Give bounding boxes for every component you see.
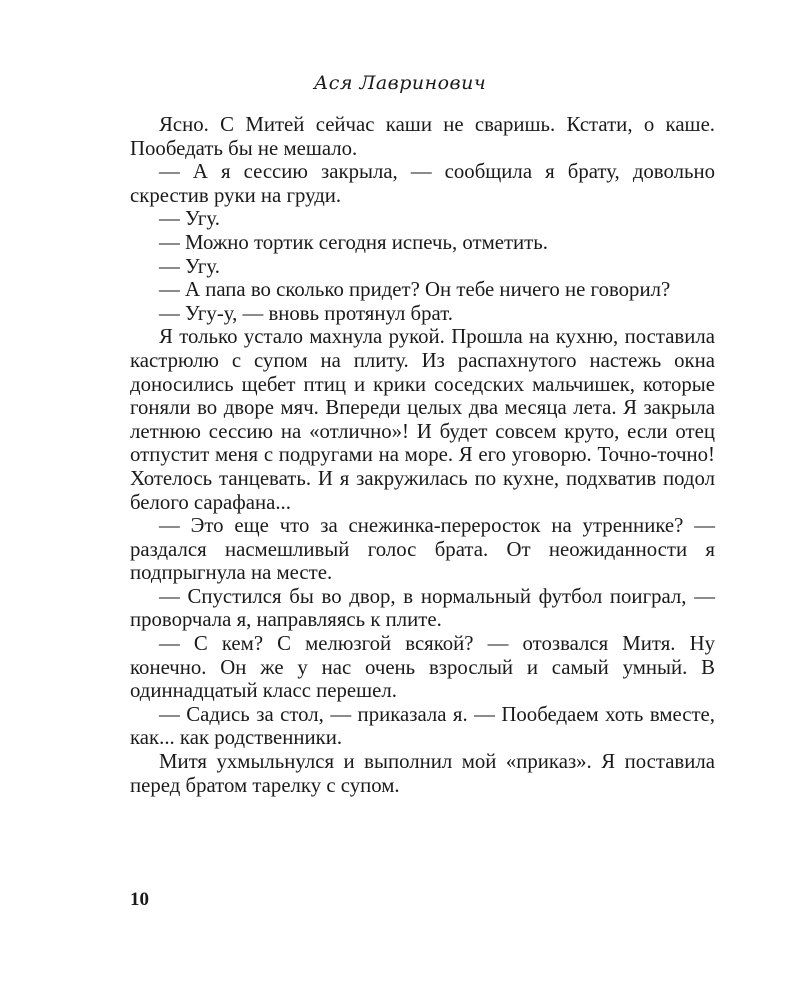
paragraph: — Спустился бы во двор, в нормальный футбол поиграл, — проворчала я, направляясь к плите. [130, 584, 715, 632]
paragraph: — Можно тортик сегодня испечь, отметить. [159, 230, 548, 254]
paragraph: — Угу. [159, 254, 220, 278]
paragraph: — С кем? С мелюзгой всякой? — отозвался Митя. Ну конечно. Он же у нас очень взрослый и самый умный. В одиннадцатый класс перешел. [130, 632, 715, 703]
paragraph: — Угу-у, — вновь протянул брат. [159, 301, 453, 325]
paragraph: Ясно. С Митей сейчас каши не сваришь. Кстати, о каше. Пообедать бы не мешало. [130, 113, 715, 160]
paragraph: — Угу. [159, 207, 220, 231]
paragraph: — А папа во сколько придет? Он тебе ничего не говорил? [159, 278, 671, 302]
body-text [130, 113, 715, 797]
paragraph: Я только устало махнула рукой. Прошла на кухню, поставила кастрюлю с супом на плиту. Из распахнутого настежь окна доносились щебет птиц и крики соседских мальчишек, которые гоняли во дворе мяч. Впереди целых два месяца лета. Я закрыла летнюю сессию на «отлично»! И будет совсем круто, если отец отпустит меня с подругами на море. Я его уговорю. Точно-точно! Хотелось танцевать. И я закружилась по кухне, подхватив подол белого сарафана... [130, 325, 715, 514]
paragraph: — А я сессию закрыла, — сообщила я брату, довольно скрестив руки на груди. [130, 160, 715, 207]
page-number: 10 [130, 889, 149, 910]
paragraph: — Садись за стол, — приказала я. — Пообедаем хоть вместе, как... как родственники. [130, 702, 715, 750]
running-header-author: Ася Лавринович [313, 72, 487, 94]
paragraph: — Это еще что за снежинка-переросток на утреннике? — раздался насмешливый голос брата. От неожиданности я подпрыгнула на месте. [130, 514, 715, 585]
paragraph: Митя ухмыльнулся и выполнил мой «приказ». Я поставила перед братом тарелку с супом. [130, 750, 715, 797]
